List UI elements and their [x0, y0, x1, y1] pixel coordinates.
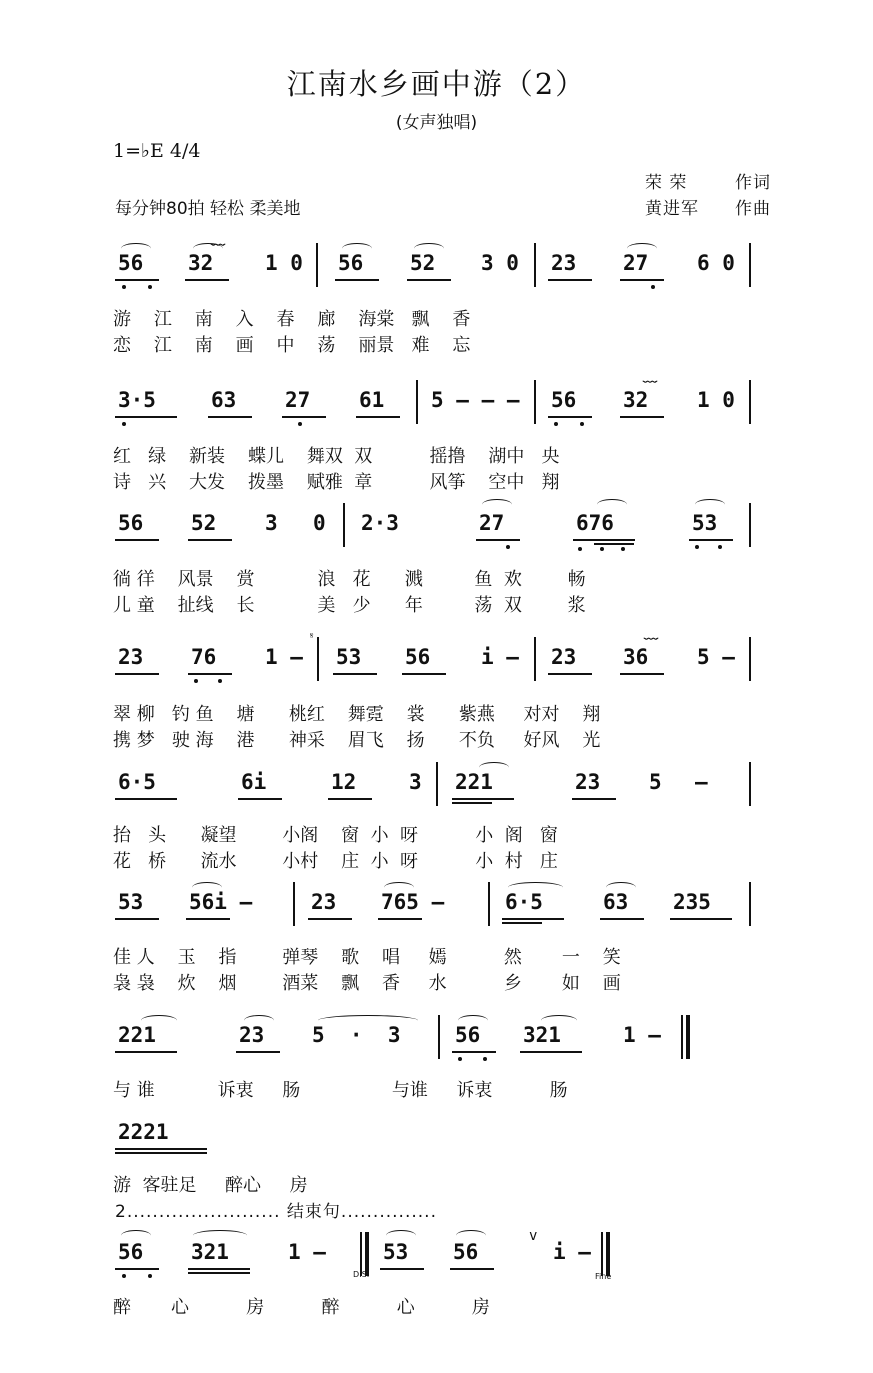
lyrics-verse-1: 醉 心 房 醉 心 房 [113, 1297, 490, 1318]
score-line-2 [113, 369, 753, 430]
song-title: 江南水乡画中游（2） [286, 67, 587, 101]
note-group: 676 [576, 511, 614, 535]
note-group: 76 [191, 645, 217, 669]
barline [534, 243, 536, 287]
lyrics-verse-2: 恋 江 南 画 中 荡 丽景 难 忘 [113, 335, 471, 356]
note-group: 32 [623, 388, 649, 412]
note-group: 2221 [118, 1120, 169, 1144]
note-group: 27 [479, 511, 505, 535]
lyrics-verse-1: 抬 头 凝望 小阁 窗 小 呀 小 阁 窗 [113, 825, 558, 846]
note-group: 6 0 [697, 251, 735, 275]
lyrics-verse-2: 携 梦 驶 海 港 神采 眉飞 扬 不负 好风 光 [113, 730, 601, 751]
note-group: — [695, 770, 708, 794]
note-group: 63 [603, 890, 629, 914]
note-group: 221 [455, 770, 493, 794]
note-group: 3 [265, 511, 278, 535]
lyrics-verse-1: 红 绿 新装 蝶儿 舞双 双 摇撸 湖中 央 [113, 446, 560, 467]
note-group: 36 [623, 645, 649, 669]
score-line-3 [113, 503, 753, 553]
note-group: 52 [410, 251, 436, 275]
barline [749, 882, 751, 926]
note-group: 6i [241, 770, 267, 794]
mordent-icon: ﹏ [211, 232, 223, 248]
note-group: 1 0 [697, 388, 735, 412]
note-group: 6·5 [505, 890, 543, 914]
slur [627, 243, 657, 254]
score-line-8 [113, 1112, 753, 1162]
note-group: 1 — [265, 645, 303, 669]
mordent-icon: ﹏ [644, 626, 656, 642]
lyrics-verse-1: 佳 人 玉 指 弹琴 歌 唱 嫣 然 一 笑 [113, 947, 621, 968]
barline [601, 1232, 603, 1276]
key-signature: 1=♭E 4/4 [113, 140, 201, 162]
lyrics-verse-1: 游 客驻足 醉心 房 [113, 1175, 308, 1196]
barline [749, 503, 751, 547]
note-group: 23 [551, 251, 577, 275]
slur [121, 243, 151, 254]
note-group: 61 [359, 388, 385, 412]
note-group: i — [553, 1240, 591, 1264]
note-group: 56 [118, 251, 144, 275]
note-group: 56 [338, 251, 364, 275]
note-group: 235 [673, 890, 711, 914]
note-group: 27 [623, 251, 649, 275]
barline [293, 882, 295, 926]
final-barline [606, 1232, 610, 1276]
lyrics-verse-1: 翠 柳 钓 鱼 塘 桃红 舞霓 裳 紫燕 对对 翔 [113, 704, 601, 725]
repeat-end-barline [686, 1015, 690, 1059]
composer-name: 黄进军 [645, 199, 699, 219]
note-group: 6·5 [118, 770, 156, 794]
note-group: 53 [118, 890, 144, 914]
underline [185, 279, 229, 281]
note-group: 1 — [288, 1240, 326, 1264]
note-group: 321 [191, 1240, 229, 1264]
note-group: 53 [336, 645, 362, 669]
note-group: 221 [118, 1023, 156, 1047]
barline [749, 637, 751, 681]
barline [749, 762, 751, 806]
barline [416, 380, 418, 424]
lyricist-role: 作词 [735, 173, 771, 193]
note-group: 56 [405, 645, 431, 669]
note-group: 23 [575, 770, 601, 794]
note-group: 12 [331, 770, 357, 794]
note-group: 63 [211, 388, 237, 412]
note-group: 23 [239, 1023, 265, 1047]
note-group: 5 [649, 770, 662, 794]
note-group: 1 — [623, 1023, 661, 1047]
segno-icon: 𝄋 [310, 631, 314, 640]
note-group: 5 — [697, 645, 735, 669]
underline [620, 279, 664, 281]
composer-role: 作曲 [735, 199, 771, 219]
slur [414, 243, 444, 254]
lyricist-name: 荣 荣 [645, 173, 688, 193]
lyrics-verse-2: 诗 兴 大发 拨墨 赋雅 章 风筝 空中 翔 [113, 472, 560, 493]
barline [749, 243, 751, 287]
barline [316, 243, 318, 287]
underline [335, 279, 379, 281]
breath-mark-icon: v [529, 1228, 538, 1244]
note-group: 1 0 [265, 251, 303, 275]
mordent-icon: ﹏ [643, 369, 655, 385]
lyrics-verse-1: 与 谁 诉衷 肠 与谁 诉衷 肠 [113, 1080, 568, 1101]
note-group: 56 [453, 1240, 479, 1264]
note-group: 3·5 [118, 388, 156, 412]
note-group: 0 [313, 511, 326, 535]
underline [548, 279, 592, 281]
score-line-4 [113, 626, 753, 687]
score-line-1 [113, 232, 753, 293]
fine-mark: Fine [595, 1272, 612, 1281]
barline [749, 380, 751, 424]
score-line-7 [113, 1015, 753, 1065]
lyrics-verse-1: 徜 徉 风景 赏 浪 花 溅 鱼 欢 畅 [113, 569, 586, 590]
barline [436, 762, 438, 806]
underline [115, 279, 159, 281]
note-group: 56 [551, 388, 577, 412]
note-group: 3 [409, 770, 422, 794]
note-group: 53 [692, 511, 718, 535]
underline [407, 279, 451, 281]
barline [438, 1015, 440, 1059]
note-group: 56 [118, 511, 144, 535]
barline [317, 637, 319, 681]
note-group: 32 [188, 251, 214, 275]
note-group: 2·3 [361, 511, 399, 535]
note-group: 23 [551, 645, 577, 669]
score-line-6 [113, 882, 753, 932]
note-group: 765 — [381, 890, 445, 914]
note-group: 23 [118, 645, 144, 669]
score-line-9 [113, 1228, 753, 1282]
note-group: 5 · 3 [312, 1023, 401, 1047]
score-line-5 [113, 762, 753, 812]
slur [342, 243, 372, 254]
lyrics-verse-2: 袅 袅 炊 烟 酒菜 飘 香 水 乡 如 画 [113, 973, 621, 994]
note-group: 56 [118, 1240, 144, 1264]
lyrics-verse-2: 儿 童 扯线 长 美 少 年 荡 双 浆 [113, 595, 586, 616]
lyrics-verse-1: 游 江 南 入 春 廊 海棠 飘 香 [113, 309, 471, 330]
barline [534, 380, 536, 424]
note-group: 56i — [189, 890, 253, 914]
note-group: 321 [523, 1023, 561, 1047]
note-group: 5 — — — [431, 388, 520, 412]
note-group: 56 [455, 1023, 481, 1047]
barline [534, 637, 536, 681]
second-ending-label: 2........................ 结束句............... [115, 1202, 437, 1222]
lyrics-verse-2: 花 桥 流水 小村 庄 小 呀 小 村 庄 [113, 851, 558, 872]
note-group: 27 [285, 388, 311, 412]
barline [488, 882, 490, 926]
barline [343, 503, 345, 547]
note-group: 23 [311, 890, 337, 914]
song-subtitle: (女声独唱) [395, 113, 478, 133]
note-group: i — [481, 645, 519, 669]
tempo-marking: 每分钟80拍 轻松 柔美地 [115, 199, 301, 219]
note-group: 3 0 [481, 251, 519, 275]
note-group: 52 [191, 511, 217, 535]
barline [681, 1015, 683, 1059]
ds-mark: D.S. [353, 1270, 370, 1279]
note-group: 53 [383, 1240, 409, 1264]
